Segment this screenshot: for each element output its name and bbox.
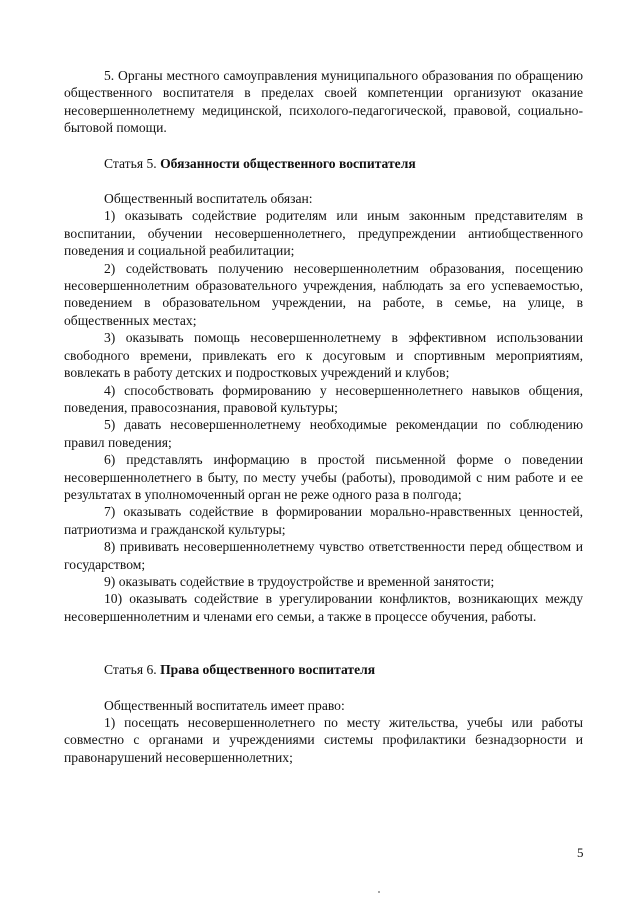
article-5-item-8: 8) прививать несовершеннолетнему чувство ответственности перед обществом и государством; (64, 539, 583, 572)
article-6-intro: Общественный воспитатель имеет право: (104, 697, 345, 713)
article-5-item-2: 2) содействовать получению несовершеннолетним образования, посещению несовершеннолетним образовательного учреждения, наблюдать за его успеваемостью, поведением в образовательном учреждении, на работе, в семье, на улице, в общественных местах; (64, 260, 583, 328)
article-5-prefix: Статья 5. (104, 155, 161, 171)
article-5-item-5: 5) давать несовершеннолетнему необходимые рекомендации по соблюдению правил поведения; (64, 417, 583, 450)
article-5-item-6: 6) представлять информацию в простой письменной форме о поведении несовершеннолетнего в быту, по месту учебы (работы), проводимой с ним работе и ее результатах в уполномоченный орган не реже одного раза в полгода; (64, 452, 583, 502)
article-5-item-4: 4) способствовать формированию у несовершеннолетнего навыков общения, поведения, правосознания, правовой культуры; (64, 382, 583, 415)
paragraph-5: 5. Органы местного самоуправления муниципального образования по обращению общественного воспитателя в пределах своей компетенции организуют оказание несовершеннолетнему медицинской, психолого-педагогической, правовой, социально-бытовой помощи. (64, 68, 583, 136)
article-5-intro: Общественный воспитатель обязан: (104, 191, 313, 207)
scan-speck (378, 891, 380, 893)
article-5-item-9: 9) оказывать содействие в трудоустройстве и временной занятости; (104, 573, 495, 589)
article-5-item-10: 10) оказывать содействие в урегулировании конфликтов, возникающих между несовершеннолетним и членами его семьи, а также в процессе обучения, работы. (64, 591, 583, 624)
page-number: 5 (577, 845, 584, 860)
article-5-title: Обязанности общественного воспитателя (160, 155, 416, 171)
article-5-item-7: 7) оказывать содействие в формировании морально-нравственных ценностей, патриотизма и гражданской культуры; (64, 504, 583, 537)
article-5-item-3: 3) оказывать помощь несовершеннолетнему в эффективном использовании свободного времени, привлекать его к досуговым и спортивным мероприятиям, вовлекать в работу детских и подростковых учреждений и клубов; (64, 330, 583, 381)
article-6-title: Права общественного воспитателя (160, 662, 376, 678)
article-6-item-1: 1) посещать несовершеннолетнего по месту жительства, учебы или работы совместно с органами и учреждениями системы профилактики безнадзорности и правонарушений несовершеннолетних; (64, 715, 583, 765)
article-6-heading (64, 661, 583, 678)
article-5-heading (64, 155, 583, 172)
article-6-prefix: Статья 6. (104, 662, 161, 678)
document-body (64, 67, 583, 766)
article-5-item-1: 1) оказывать содействие родителям или иным законным представителям в воспитании, обучении несовершеннолетнего, предупреждении антиобщественного поведения и социальной реабилитации; (64, 208, 583, 259)
